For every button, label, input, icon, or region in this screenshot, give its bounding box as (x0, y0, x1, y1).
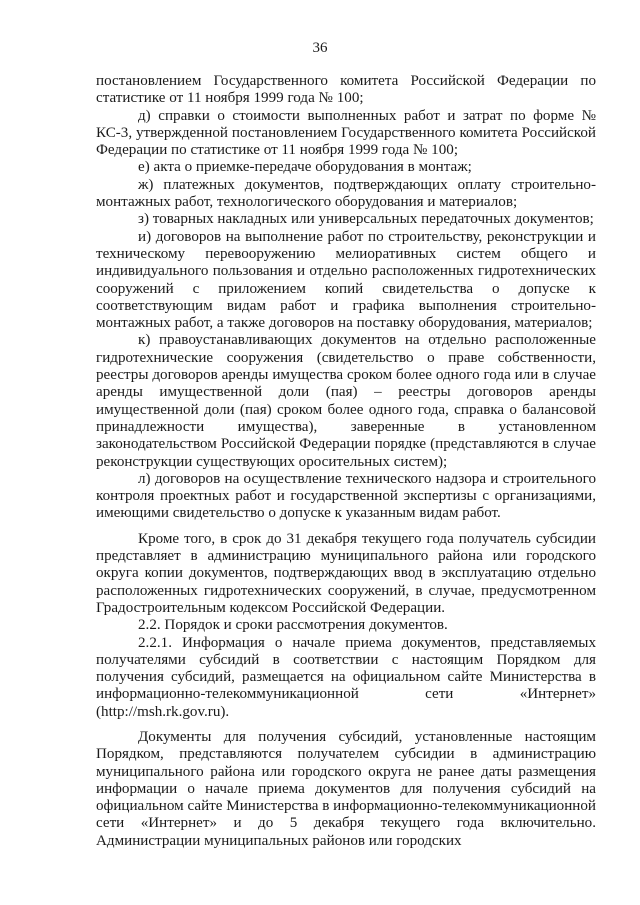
paragraph-2-2-1: 2.2.1. Информация о начале приема документов, представляемых получателями субсидий в соответствии с настоящим Порядком для получения субсидий, размещается на официальном сайте Министерства в информационно-телекоммуникационной сети «Интернет» (http://msh.rk.gov.ru). (96, 634, 596, 720)
paragraph-additional-requirement: Кроме того, в срок до 31 декабря текущего года получатель субсидии представляет в администрацию муниципального района или городского округа копии документов, подтверждающих ввод в эксплуатацию отдельно расположенных гидротехнических сооружений, в случае, предусмотренном Градостроительным кодексом Российской Федерации. (96, 530, 596, 616)
document-body (96, 73, 596, 850)
paragraph-item-k: к) правоустанавливающих документов на отдельно расположенные гидротехнические сооружения (свидетельство о праве собственности, реестры договоров аренды имущества сроком более одного года или в случае аренды имущественной доли (пая) – реестры договоров аренды имущественной доли (пая) сроком более одного года, справка о балансовой принадлежности имущества), заверенные в установленном законодательством Российской Федерации порядке (представляются в случае реконструкции существующих оросительных систем); (96, 332, 596, 470)
paragraph-item-zh: ж) платежных документов, подтверждающих оплату строительно-монтажных работ, технологического оборудования и материалов; (96, 176, 596, 211)
paragraph-item-z: з) товарных накладных или универсальных передаточных документов; (138, 211, 594, 228)
paragraph-item-i: и) договоров на выполнение работ по строительству, реконструкции и техническому перевооружению мелиоративных систем общего и индивидуального пользования и отдельно расположенных гидротехнических сооружений с приложением копий свидетельства о допуске к соответствующим видам работ и графика выполнения строительно-монтажных работ, а также договоров на поставку оборудования, материалов; (96, 228, 596, 332)
paragraph-item-e: е) акта о приемке-передаче оборудования в монтаж; (138, 159, 472, 176)
paragraph-item-l: л) договоров на осуществление технического надзора и строительного контроля проектных работ и государственной экспертизы с организациями, имеющими свидетельство о допуске к указанным видам работ. (96, 470, 596, 522)
page-number: 36 (312, 40, 328, 56)
paragraph-submission-terms: Документы для получения субсидий, установленные настоящим Порядком, представляются получателем субсидии в администрацию муниципального района или городского округа не ранее даты размещения информации о начале приема документов для получения субсидий на официальном сайте Министерства в информационно-телекоммуникационной сети «Интернет» и до 5 декабря текущего года включительно. Администрации муниципальных районов или городских (96, 728, 596, 849)
paragraph-continuation: постановлением Государственного комитета Российской Федерации по статистике от 11 ноября 1999 года № 100; (96, 73, 596, 107)
section-heading-2-2: 2.2. Порядок и сроки рассмотрения документов. (138, 617, 448, 634)
paragraph-item-d: д) справки о стоимости выполненных работ и затрат по форме № КС-3, утвержденной постановлением Государственного комитета Российской Федерации по статистике от 11 ноября 1999 года № 100; (96, 107, 596, 159)
